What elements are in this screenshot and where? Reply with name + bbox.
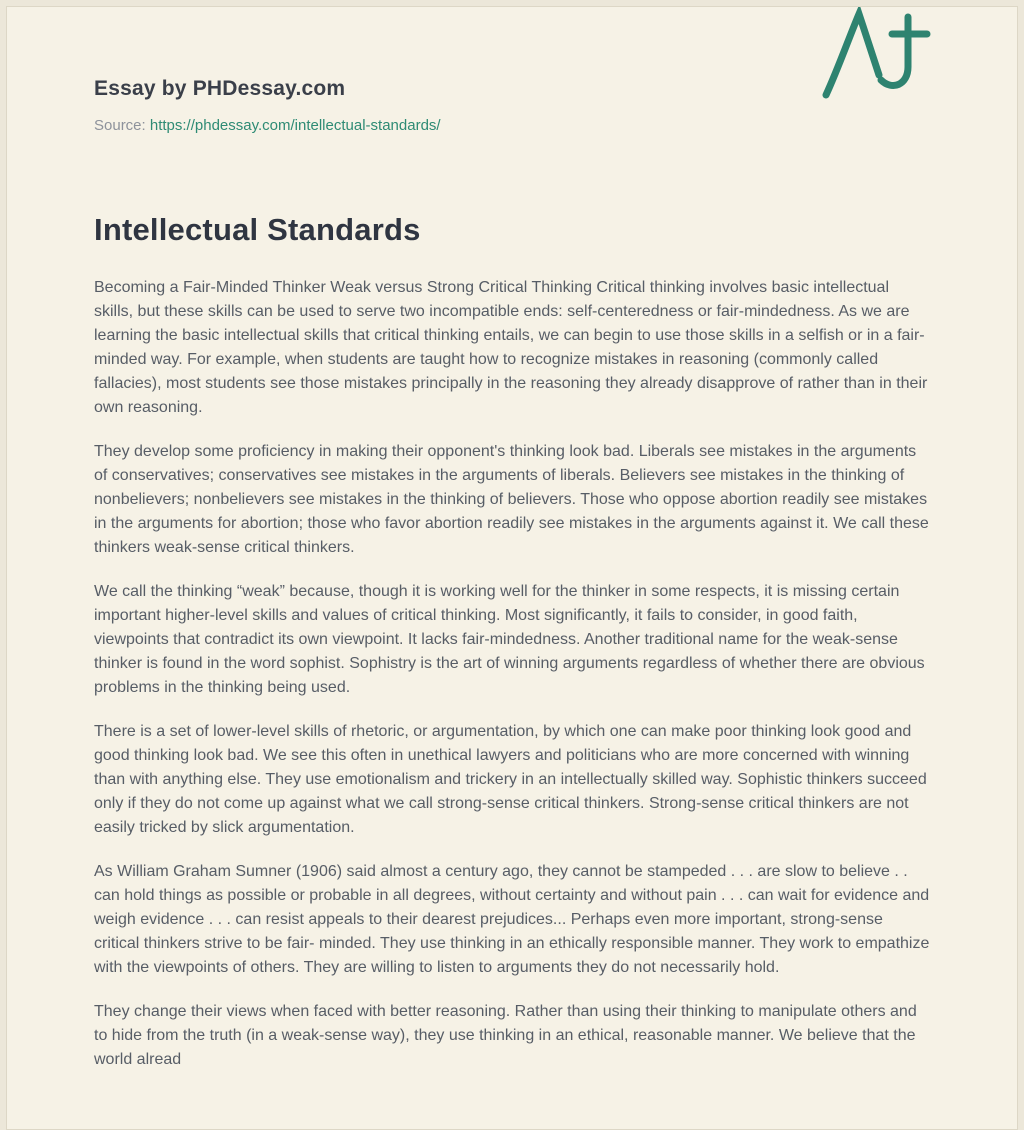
page-card — [6, 6, 1018, 1130]
essay-content — [94, 7, 930, 1072]
paragraph-6: They change their views when faced with better reasoning. Rather than using their thinking to manipulate others and to hide from the truth (in a weak-sense way), they use thinking in an ethical, reasonable manner. We believe that the world alread — [94, 1003, 917, 1068]
source-link[interactable]: https://phdessay.com/intellectual-standards/ — [149, 117, 441, 134]
phdessay-logo — [818, 7, 936, 103]
paragraph-2: They develop some proficiency in making their opponent's thinking look bad. Liberals see mistakes in the arguments of conservatives; conservatives see mistakes in the arguments of liberals. Believers see mistakes in the thinking of nonbelievers; nonbelievers see mistakes in the thinking of believers. Those who oppose abortion readily see mistakes in the arguments for abortion; those who favor abortion readily see mistakes in the arguments against it. We call these thinkers weak-sense critical thinkers. — [94, 443, 929, 556]
source-line — [94, 117, 930, 134]
article-title: Intellectual Standards — [94, 212, 421, 247]
article-body — [94, 276, 930, 1072]
source-label: Source: — [94, 117, 146, 134]
paragraph-4: There is a set of lower-level skills of rhetoric, or argumentation, by which one can make poor thinking look good and good thinking look bad. We see this often in unethical lawyers and politicians who are more concerned with winning than with anything else. They use emotionalism and trickery in an intellectually skilled way. Sophistic thinkers succeed only if they do not come up against what we call strong-sense critical thinkers. Strong-sense critical thinkers are not easily tricked by slick argumentation. — [94, 723, 927, 836]
paragraph-5: As William Graham Sumner (1906) said almost a century ago, they cannot be stampeded . . . are slow to believe . . can hold things as possible or probable in all degrees, without certainty and without pain . . . can wait for evidence and weigh evidence . . . can resist appeals to their dearest prejudices... Perhaps even more important, strong-sense critical thinkers strive to be fair- minded. They use thinking in an ethically responsible manner. They work to empathize with the viewpoints of others. They are willing to listen to arguments they do not necessarily hold. — [94, 863, 930, 976]
paragraph-3: We call the thinking “weak” because, though it is working well for the thinker in some respects, it is missing certain important higher-level skills and values of critical thinking. Most significantly, it fails to consider, in good faith, viewpoints that contradict its own viewpoint. It lacks fair-mindedness. Another traditional name for the weak-sense thinker is found in the word sophist. Sophistry is the art of winning arguments regardless of whether there are obvious problems in the thinking being used. — [94, 583, 925, 696]
paragraph-1: Becoming a Fair-Minded Thinker Weak versus Strong Critical Thinking Critical thinking involves basic intellectual skills, but these skills can be used to serve two incompatible ends: self-centeredness or fair-mindedness. As we are learning the basic intellectual skills that critical thinking entails, we can begin to use those skills in a selfish or in a fair-minded way. For example, when students are taught how to recognize mistakes in reasoning (commonly called fallacies), most students see those mistakes principally in the reasoning they already disapprove of rather than in their own reasoning. — [94, 279, 928, 416]
essay-by-heading: Essay by PHDessay.com — [94, 77, 346, 100]
a-plus-logo-icon — [818, 7, 936, 103]
